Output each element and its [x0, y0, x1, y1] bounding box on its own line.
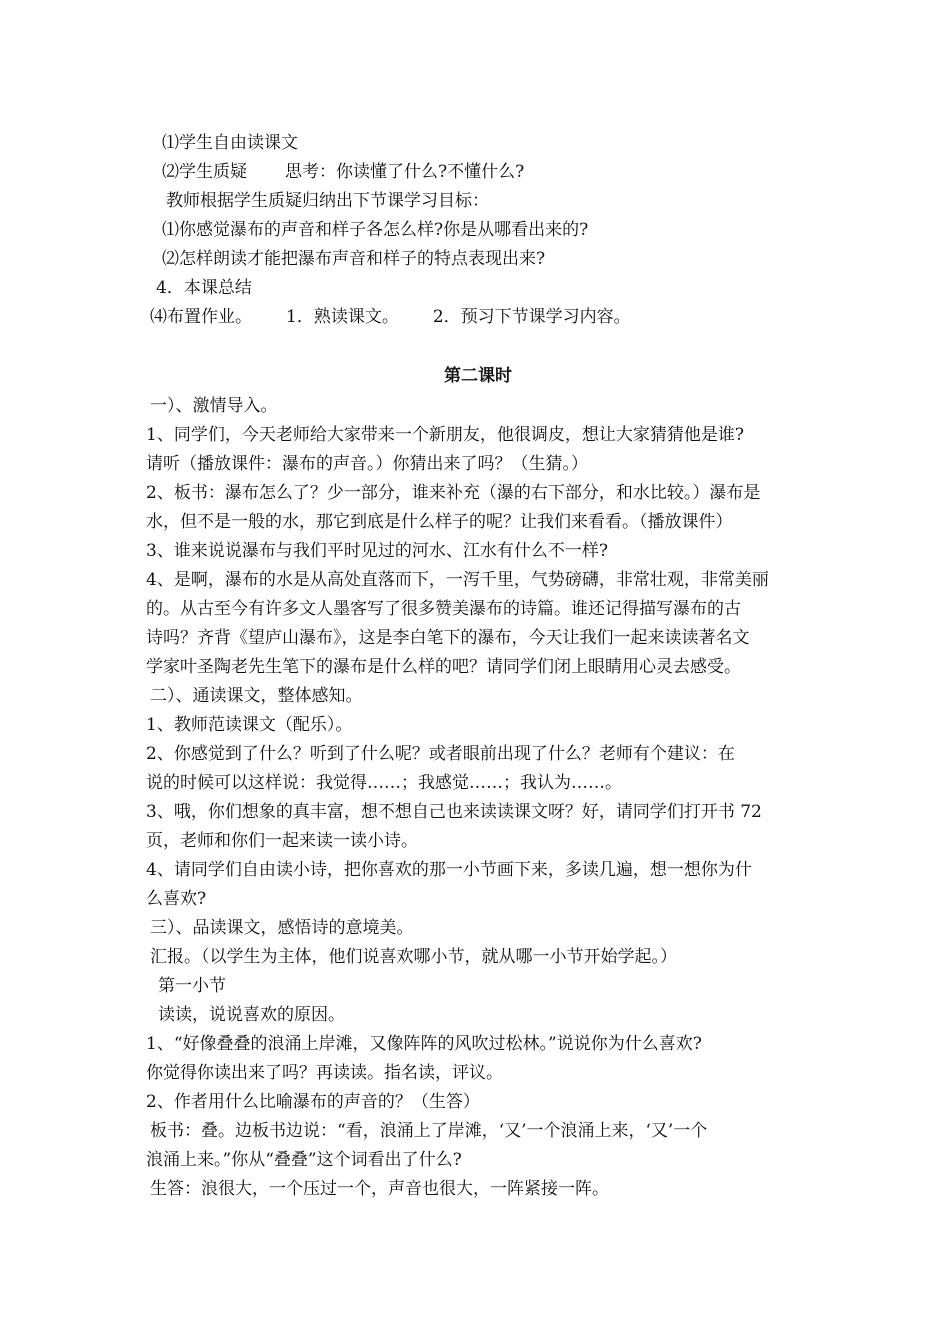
heading-line: 一）、激情导入。 — [150, 396, 278, 416]
text-line — [150, 307, 814, 327]
text-line: 1、“好像叠叠的浪涌上岸滩，又像阵阵的风吹过松林。”说说你为什么喜欢? — [146, 1034, 702, 1054]
text-line: 页，老师和你们一起来读一读小诗。 — [146, 831, 418, 851]
text-fragment: ⑵学生质疑 — [162, 162, 247, 182]
text-line: 诗吗？齐背《望庐山瀑布》，这是李白笔下的瀑布，今天让我们一起来读读著名文 — [146, 628, 750, 648]
text-line: ⑴学生自由读课文 — [162, 133, 298, 153]
text-line: ⑵怎样朗读才能把瀑布声音和样子的特点表现出来? — [162, 249, 546, 269]
text-line: 1、同学们，今天老师给大家带来一个新朋友，他很调皮，想让大家猜猜他是谁? — [146, 425, 744, 445]
heading-line: 二）、通读课文，整体感知。 — [150, 686, 363, 706]
text-line: 的。从古至今有许多文人墨客写了很多赞美瀑布的诗篇。谁还记得描写瀑布的古 — [146, 599, 741, 619]
text-line: 读读，说说喜欢的原因。 — [158, 1005, 345, 1025]
text-line: 第一小节 — [158, 976, 226, 996]
text-line: 学家叶圣陶老先生笔下的瀑布是什么样的吧？请同学们闭上眼睛用心灵去感受。 — [146, 657, 741, 677]
text-line: 么喜欢? — [146, 889, 207, 909]
text-fragment: ⑷布置作业。 — [150, 307, 252, 327]
text-fragment: 思考：你读懂了什么?不懂什么? — [285, 162, 525, 182]
text-line: 3、谁来说说瀑布与我们平时见过的河水、江水有什么不一样? — [146, 541, 608, 561]
heading-line: 三）、品读课文，感悟诗的意境美。 — [150, 918, 414, 938]
text-line: 3、哦，你们想象的真丰富，想不想自己也来读读课文呀？好，请同学们打开书 72 — [146, 802, 762, 822]
text-line: 浪涌上来。”你从“叠叠”这个词看出了什么? — [146, 1150, 462, 1170]
text-line: 4、是啊，瀑布的水是从高处直落而下，一泻千里，气势磅礴，非常壮观，非常美丽 — [146, 570, 769, 590]
text-line: 水，但不是一般的水，那它到底是什么样子的呢？让我们来看看。（播放课件） — [146, 512, 733, 532]
text-line: 2、板书：瀑布怎么了？少一部分，谁来补充（瀑的右下部分，和水比较。）瀑布是 — [146, 483, 761, 503]
text-line: 1、教师范读课文（配乐）。 — [146, 715, 353, 735]
text-fragment: 2．预习下节课学习内容。 — [432, 307, 631, 327]
text-line: ⑴你感觉瀑布的声音和样子各怎么样?你是从哪看出来的? — [162, 220, 589, 240]
text-line: 请听（播放课件：瀑布的声音。）你猜出来了吗？（生猜。） — [146, 454, 588, 474]
text-line: 2、你感觉到了什么？听到了什么呢？或者眼前出现了什么？老师有个建议：在 — [146, 744, 735, 764]
text-line: 2、作者用什么比喻瀑布的声音的？（生答） — [146, 1092, 480, 1112]
text-line: 4．本课总结 — [156, 278, 252, 298]
text-fragment: 1．熟读课文。 — [286, 307, 399, 327]
text-line: 板书：叠。边板书边说：“看，浪涌上了岸滩，‘又’一个浪涌上来，‘又’一个 — [150, 1121, 708, 1141]
text-line: 生答：浪很大，一个压过一个，声音也很大，一阵紧接一阵。 — [150, 1179, 609, 1199]
text-line: 教师根据学生质疑归纳出下节课学习目标： — [166, 191, 489, 211]
text-line — [162, 162, 826, 182]
text-line: 你觉得你读出来了吗？再读读。指名读，评议。 — [146, 1063, 503, 1083]
text-line: 汇报。（以学生为主体，他们说喜欢哪小节，就从哪一小节开始学起。） — [150, 947, 677, 967]
text-line: 说的时候可以这样说：我觉得……；我感觉……；我认为……。 — [146, 773, 622, 793]
section-title: 第二课时 — [444, 366, 512, 386]
text-line: 4、请同学们自由读小诗，把你喜欢的那一小节画下来，多读几遍，想一想你为什 — [146, 860, 752, 880]
